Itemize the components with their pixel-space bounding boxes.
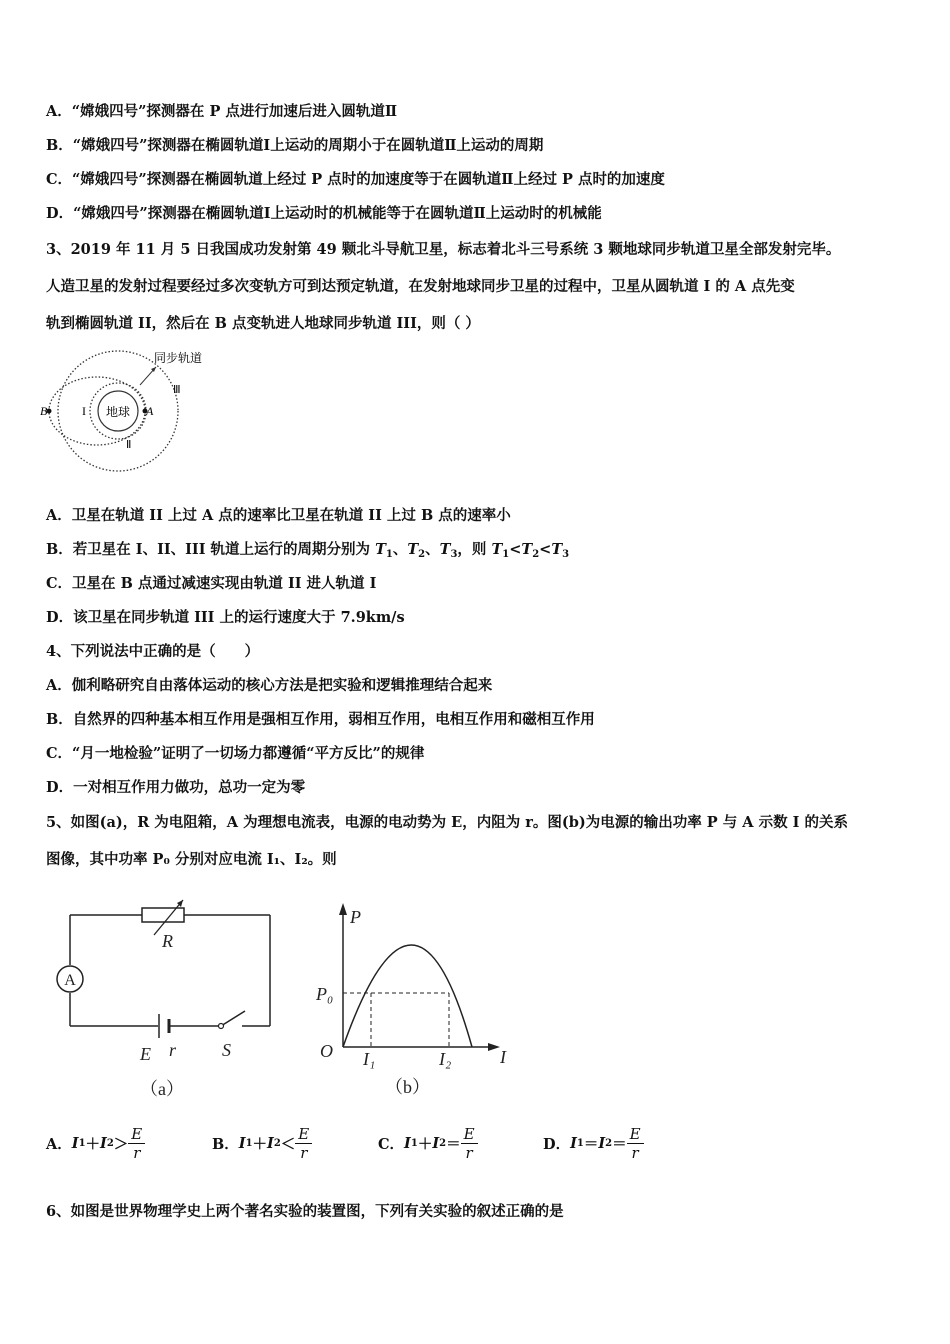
p0-label: P₀: [316, 984, 334, 1004]
circuit-diagram: [50, 895, 290, 1110]
q5-stem-line1: 5、如图(a)，R 为电阻箱，A 为理想电流表，电源的电动势为 E，内阻为 r。图(b)为电源的输出功率 P 与 A 示数 I 的关系: [46, 814, 848, 831]
figure-a-caption: （a）: [140, 1079, 184, 1099]
x-axis-arrow: [488, 1043, 500, 1051]
figure-b-caption: （b）: [385, 1077, 430, 1097]
q5-option-c: C． I 1 ＋ I 2 ＝ $\frac{E}{r}$: [378, 1125, 478, 1162]
q3-stem-line1: 3、2019 年 11 月 5 日我国成功发射第 49 颗北斗导航卫星，标志着北斗三号系统 3 颗地球同步轨道卫星全部发射完毕。: [46, 241, 841, 258]
origin-label: O: [320, 1041, 333, 1061]
q3-option-c: C．卫星在 B 点通过减速实现由轨道 II 进人轨道 I: [46, 575, 377, 592]
i2-label: I₂: [439, 1049, 452, 1069]
q5-option-b: B． I 1 ＋ I 2 ＜ $\frac{E}{r}$: [212, 1125, 312, 1162]
fraction-e-over-r: $\frac{E}{r}$: [128, 1125, 145, 1162]
sync-orbit-label: 同步轨道: [154, 351, 203, 365]
q3-option-d: D．该卫星在同步轨道 III 上的运行速度大于 7.9km/s: [46, 609, 405, 626]
q3-option-b-text: B．若卫星在 I、II、III 轨道上运行的周期分别为: [46, 541, 376, 558]
q4-option-b: B．自然界的四种基本相互作用是强相互作用，弱相互作用，电相互作用和磁相互作用: [46, 711, 595, 728]
orbit-i-label: I: [82, 404, 86, 418]
orbit-diagram: [40, 345, 230, 475]
point-a-label: A: [146, 404, 154, 418]
fraction-e-over-r: $\frac{E}{r}$: [295, 1125, 312, 1162]
q4-option-a: A．伽利略研究自由落体运动的核心方法是把实验和逻辑推理结合起来: [46, 677, 493, 694]
i-axis-label: I: [500, 1047, 506, 1067]
q2-option-a: A．“嫦娥四号”探测器在 P 点进行加速后进入圆轨道Ⅱ: [46, 103, 398, 120]
power-curve: [343, 945, 472, 1047]
ammeter-label: A: [64, 972, 76, 989]
q4-stem: 4、下列说法中正确的是（ ）: [46, 643, 260, 660]
orbit-iii-label: Ⅲ: [173, 384, 181, 396]
q2-option-d: D．“嫦娥四号”探测器在椭圆轨道Ⅰ上运动时的机械能等于在圆轨道Ⅱ上运动时的机械能: [46, 205, 602, 222]
q6-stem: 6、如图是世界物理学史上两个著名实验的装置图，下列有关实验的叙述正确的是: [46, 1203, 564, 1220]
resistor-box: [142, 908, 184, 922]
switch-blade: [221, 1011, 245, 1026]
y-axis-arrow: [339, 903, 347, 915]
q3-option-b-mid: ，则: [457, 541, 492, 558]
q5-stem-line2: 图像，其中功率 P₀ 分别对应电流 I₁、I₂。则: [46, 851, 337, 868]
switch-pivot: [219, 1024, 224, 1029]
q2-option-c: C．“嫦娥四号”探测器在椭圆轨道上经过 P 点时的加速度等于在圆轨道Ⅱ上经过 P 点时的加速度: [46, 171, 665, 188]
i1-label: I₁: [363, 1049, 376, 1069]
resistor-label: R: [162, 931, 173, 951]
switch-label: S: [222, 1040, 231, 1060]
power-current-graph: [310, 895, 535, 1105]
p-axis-label: P: [350, 907, 361, 927]
point-b-label: B: [40, 404, 48, 418]
q4-option-c: C．“月一地检验”证明了一切场力都遵循“平方反比”的规律: [46, 745, 425, 762]
emf-label: E: [140, 1044, 151, 1064]
earth-label: 地球: [105, 405, 131, 419]
q2-option-b: B．“嫦娥四号”探测器在椭圆轨道Ⅰ上运动的周期小于在圆轨道Ⅱ上运动的周期: [46, 137, 544, 154]
fraction-e-over-r: $\frac{E}{r}$: [627, 1125, 644, 1162]
q3-stem-line2: 人造卫星的发射过程要经过多次变轨方可到达预定轨道，在发射地球同步卫星的过程中，卫星从圆轨道 I 的 A 点先变: [46, 278, 795, 295]
orbit-ii-label: Ⅱ: [126, 439, 132, 451]
q5-option-d: D． I 1 ＝ I 2 ＝ $\frac{E}{r}$: [543, 1125, 644, 1162]
q4-option-d: D．一对相互作用力做功，总功一定为零: [46, 779, 306, 796]
q3-option-a: A．卫星在轨道 II 上过 A 点的速率比卫星在轨道 II 上过 B 点的速率小: [46, 507, 511, 524]
q5-option-a: A． I 1 ＋ I 2 ＞ $\frac{E}{r}$: [46, 1125, 145, 1162]
q3-stem-line3: 轨到椭圆轨道 II，然后在 B 点变轨进人地球同步轨道 III，则（ ）: [46, 315, 480, 332]
fraction-e-over-r: $\frac{E}{r}$: [461, 1125, 478, 1162]
internal-resistance-label: r: [169, 1040, 177, 1060]
q3-option-b: B．若卫星在 I、II、III 轨道上运行的周期分别为 $T_1$、$T_2$、$T_3$，则 $T_1<T_2<T_3$: [46, 541, 570, 560]
